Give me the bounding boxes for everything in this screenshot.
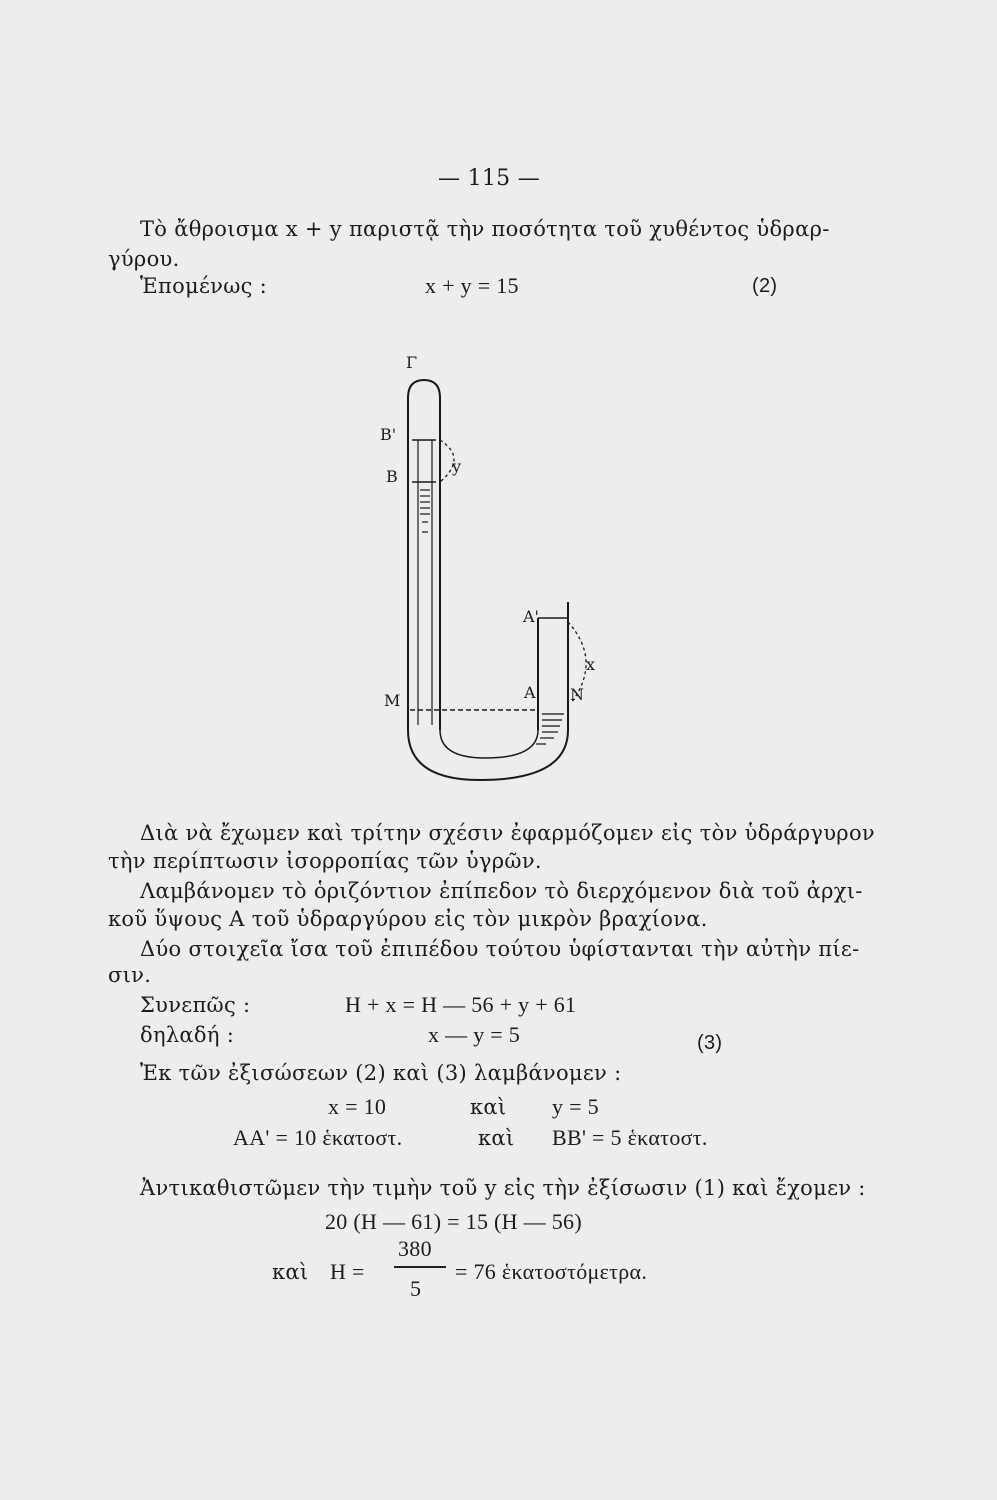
equation-3: x — y = 5 [428, 1022, 521, 1047]
u-tube-figure [340, 340, 620, 790]
substitution-line: Ἀντικαθιστῶμεν τὴν τιμὴν τοῦ y εἰς τὴν ἐξίσωσιν (1) καὶ ἔχομεν : [140, 1176, 866, 1200]
result-1-equation: H + x = H — 56 + y + 61 [345, 992, 577, 1017]
length-bb-prime: ΒΒ' = 5 ἑκατοστ. [552, 1125, 708, 1150]
paragraph-3-line-2: σιν. [108, 963, 152, 987]
paragraph-2-line-1: Λαμβάνομεν τὸ ὁριζόντιον ἐπίπεδον τὸ διερχόμενον διὰ τοῦ ἀρχι- [140, 879, 863, 903]
label-a: Α [524, 683, 536, 702]
solution-x: x = 10 [328, 1094, 387, 1119]
final-h-equals: H = [330, 1259, 365, 1284]
result-1-label: Συνεπῶς : [140, 993, 251, 1017]
equation-3-number: (3) [697, 1032, 723, 1054]
paragraph-1-line-1: Διὰ νὰ ἔχωμεν καὶ τρίτην σχέσιν ἐφαρμόζομεν εἰς τὸν ὑδράργυρον [140, 821, 875, 845]
final-and: καὶ [272, 1260, 309, 1284]
solution-and-1: καὶ [470, 1095, 507, 1119]
fraction-bar [394, 1266, 446, 1268]
from-equations-line: Ἐκ τῶν ἐξισώσεων (2) καὶ (3) λαμβάνομεν : [140, 1061, 622, 1085]
equation-2-number: (2) [752, 275, 778, 297]
label-b: Β [386, 467, 398, 486]
short-arm-walls [538, 602, 568, 730]
length-aa-prime: ΑΑ' = 10 ἑκατοστ. [233, 1125, 403, 1150]
mercury-hatch-long-arm [420, 490, 430, 532]
long-arm-outer-wall [408, 380, 440, 730]
intro-line-2: γύρου. [108, 247, 180, 271]
result-2-label: δηλαδή : [140, 1023, 235, 1047]
paragraph-3-line-1: Δύο στοιχεῖα ἴσα τοῦ ἐπιπέδου τούτου ὑφίστανται τὴν αὐτὴν πίε- [140, 937, 860, 961]
equation-2: x + y = 15 [425, 273, 519, 298]
label-a-prime: Α' [523, 607, 539, 626]
solution-y: y = 5 [552, 1094, 599, 1119]
final-result: = 76 ἑκατοστόμετρα. [455, 1259, 648, 1284]
fraction-numerator: 380 [398, 1236, 432, 1261]
solution-and-2: καὶ [478, 1126, 515, 1150]
substituted-equation: 20 (H — 61) = 15 (H — 56) [325, 1209, 582, 1234]
label-m: Μ [384, 691, 401, 710]
fraction-denominator: 5 [410, 1276, 422, 1301]
paragraph-1-line-2: τὴν περίπτωσιν ἰσορροπίας τῶν ὑγρῶν. [108, 849, 542, 873]
intro-line-1: Τὸ ἄθροισμα x + y παριστᾷ τὴν ποσότητα τοῦ χυθέντος ὑδραρ- [140, 217, 830, 241]
mercury-hatch-short-arm [536, 714, 564, 744]
page-number: — 115 — [438, 166, 541, 191]
u-bend-inner [440, 730, 538, 758]
label-x: x [586, 655, 596, 674]
label-gamma: Γ [406, 353, 418, 372]
paragraph-2-line-2: κοῦ ὕψους Α τοῦ ὑδραργύρου εἰς τὸν μικρὸν βραχίονα. [108, 907, 708, 931]
equation-2-label: Ἑπομένως : [140, 274, 268, 298]
label-n: Ν [570, 685, 584, 704]
label-y: y [452, 457, 462, 476]
label-b-prime: Β' [380, 425, 397, 444]
